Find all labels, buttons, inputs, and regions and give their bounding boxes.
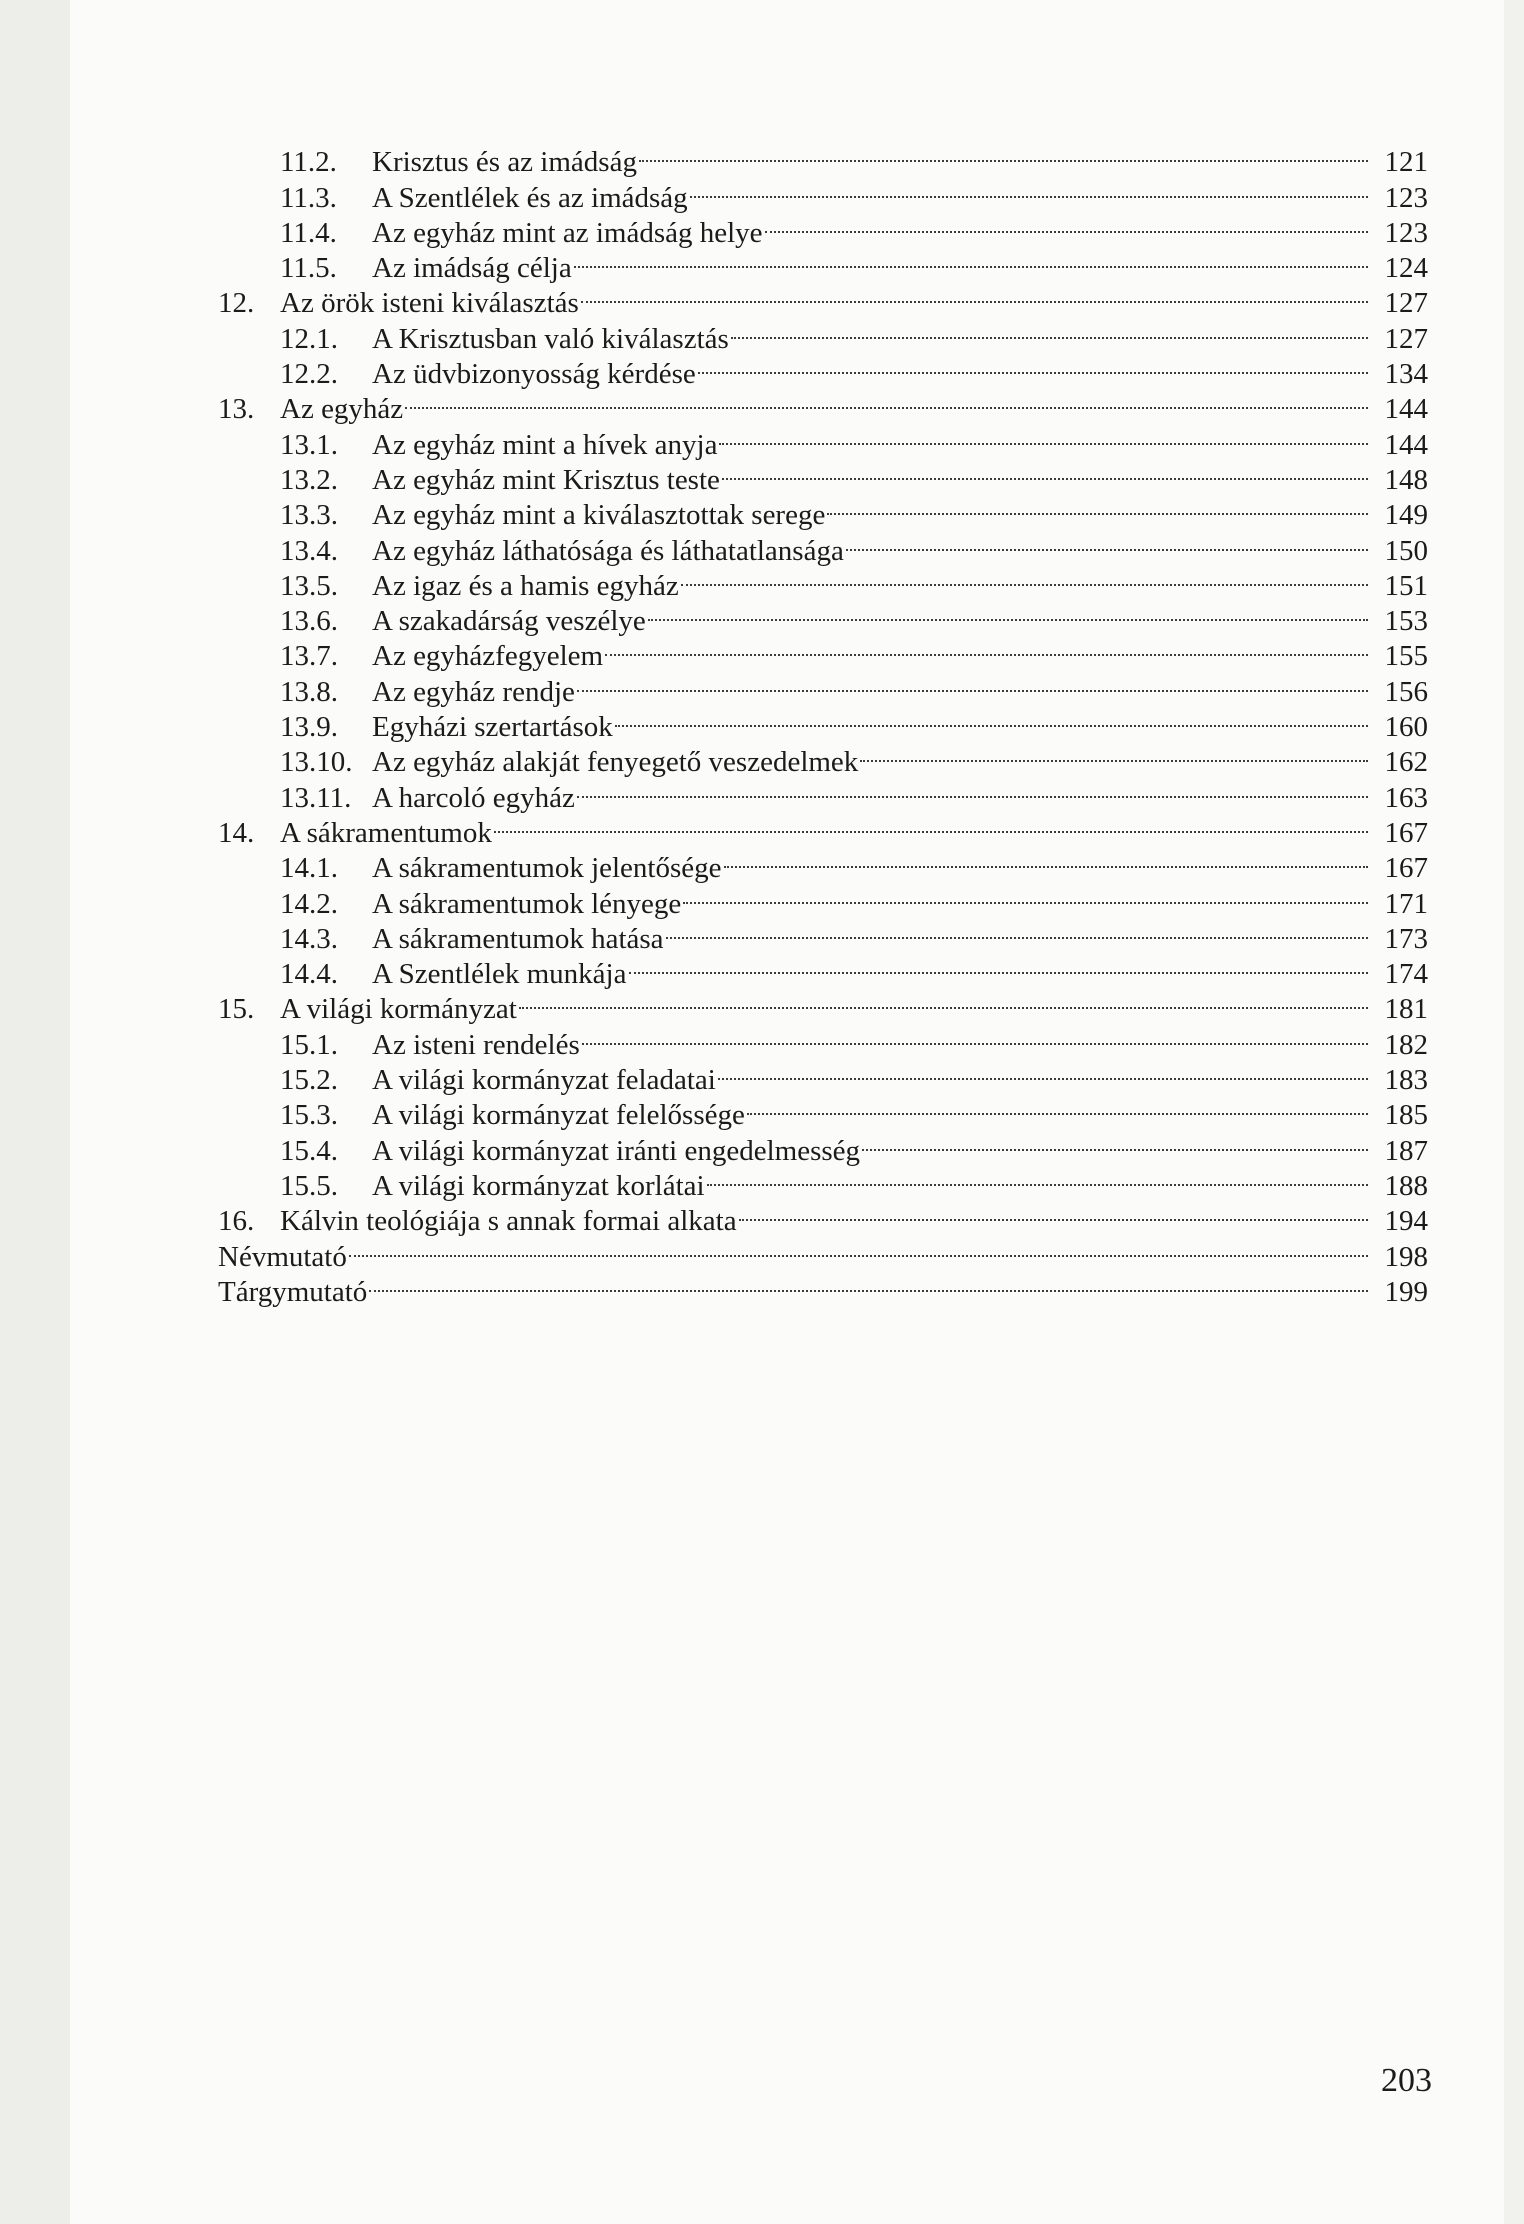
dot-leader: [349, 1230, 1368, 1265]
toc-entry-number: 16.: [218, 1205, 255, 1238]
toc-entry-page: 187: [1384, 1134, 1428, 1167]
toc-entry-title: A sákramentumok hatása: [372, 922, 664, 955]
toc-entry-title: A világi kormányzat korlátai: [372, 1169, 705, 1202]
dot-leader: [862, 1124, 1368, 1159]
toc-entry-title: Az egyház mint az imádság helye: [372, 216, 763, 249]
toc-entry-title: Az isteni rendelés: [372, 1028, 580, 1061]
toc-entry-number: 15.5.: [280, 1169, 338, 1202]
toc-entry-number: 14.1.: [280, 852, 338, 885]
dot-leader: [747, 1089, 1368, 1124]
toc-entry-page: 182: [1384, 1028, 1428, 1061]
toc-entry-title: A sákramentumok lényege: [372, 887, 682, 920]
toc-entry-page: 156: [1384, 675, 1428, 708]
toc-entry-number: 13.10.: [280, 746, 353, 779]
toc-entry-number: 11.3.: [280, 181, 337, 214]
toc-entry-page: 173: [1384, 922, 1428, 955]
toc-entry-number: 13.3.: [280, 499, 338, 532]
toc-entry-number: 11.4.: [280, 216, 337, 249]
toc-entry: [218, 136, 1428, 179]
toc-entry-page: 150: [1384, 534, 1428, 567]
toc-entry-title: Névmutató: [218, 1240, 347, 1273]
toc-entry: [218, 1266, 1428, 1308]
dot-leader: [860, 736, 1368, 771]
toc-entry-page: 174: [1384, 958, 1428, 991]
toc-entry-page: 171: [1384, 887, 1428, 920]
dot-leader: [731, 312, 1368, 347]
toc-entry-number: 13.11.: [280, 781, 352, 814]
toc-entry-title: A sákramentumok: [280, 816, 492, 849]
dot-leader: [615, 701, 1368, 736]
toc-entry-number: 13.4.: [280, 534, 338, 567]
dot-leader: [582, 1018, 1368, 1053]
toc-entry-title: Az egyház mint a hívek anyja: [372, 428, 718, 461]
toc-entry-page: 155: [1384, 640, 1428, 673]
toc-entry-page: 163: [1384, 781, 1428, 814]
dot-leader: [698, 348, 1368, 383]
toc-entry-title: Az örök isteni kiválasztás: [280, 287, 579, 320]
toc-entry-page: 199: [1384, 1275, 1428, 1308]
toc-entry-page: 160: [1384, 711, 1428, 744]
dot-leader: [681, 560, 1368, 595]
toc-entry-number: 13.2.: [280, 463, 338, 496]
toc-entry-number: 13.1.: [280, 428, 338, 461]
toc-entry-title: A szakadárság veszélye: [372, 605, 646, 638]
dot-leader: [666, 913, 1368, 948]
dot-leader: [690, 171, 1368, 206]
toc-entry-number: 13.: [218, 393, 255, 426]
toc-entry-page: 127: [1384, 287, 1428, 320]
toc-entry-title: A Szentlélek és az imádság: [372, 181, 688, 214]
toc-entry-title: Az egyház láthatósága és láthatatlansága: [372, 534, 844, 567]
toc-entry-page: 144: [1384, 393, 1428, 426]
toc-entry-number: 15.: [218, 993, 255, 1026]
toc-entry-number: 14.4.: [280, 958, 338, 991]
toc-entry-title: A világi kormányzat felelőssége: [372, 1099, 745, 1132]
dot-leader: [629, 948, 1369, 983]
toc-entry-number: 12.2.: [280, 358, 338, 391]
dot-leader: [494, 807, 1368, 842]
toc-entry-page: 149: [1384, 499, 1428, 532]
toc-entry-number: 13.5.: [280, 569, 338, 602]
toc-entry-number: 13.8.: [280, 675, 338, 708]
toc-entry-number: 12.: [218, 287, 255, 320]
toc-entry-page: 144: [1384, 428, 1428, 461]
toc-entry-number: 14.: [218, 816, 255, 849]
page-number: 203: [1381, 2062, 1432, 2099]
toc-entry-number: 15.1.: [280, 1028, 338, 1061]
toc-entry-number: 11.2.: [280, 146, 337, 179]
toc-entry-page: 151: [1384, 569, 1428, 602]
toc-entry: [218, 1230, 1428, 1273]
toc-entry-number: 13.6.: [280, 605, 338, 638]
toc-entry-number: 15.2.: [280, 1064, 338, 1097]
toc-entry-page: 167: [1384, 816, 1428, 849]
scan-left-margin: [0, 0, 70, 2224]
toc-entry-page: 188: [1384, 1169, 1428, 1202]
toc-entry-title: Az egyház mint Krisztus teste: [372, 463, 720, 496]
toc-entry-title: Tárgymutató: [218, 1275, 368, 1308]
toc-entry-page: 121: [1384, 146, 1428, 179]
dot-leader: [846, 524, 1368, 559]
toc-entry-number: 15.3.: [280, 1099, 338, 1132]
toc-entry-title: A harcoló egyház: [372, 781, 575, 814]
book-page: [70, 0, 1504, 2224]
dot-leader: [369, 1266, 1368, 1301]
toc-entry-title: Az egyház mint a kiválasztottak serege: [372, 499, 826, 532]
table-of-contents: [218, 136, 1428, 1308]
toc-entry-title: Az imádság célja: [372, 252, 572, 285]
toc-entry-page: 148: [1384, 463, 1428, 496]
toc-entry-title: A Krisztusban való kiválasztás: [372, 322, 729, 355]
toc-entry-number: 14.2.: [280, 887, 338, 920]
toc-entry-page: 124: [1384, 252, 1428, 285]
toc-entry-title: A világi kormányzat: [280, 993, 517, 1026]
toc-entry-title: Az igaz és a hamis egyház: [372, 569, 679, 602]
toc-entry-page: 127: [1384, 322, 1428, 355]
toc-entry-title: Az egyház rendje: [372, 675, 575, 708]
dot-leader: [519, 983, 1368, 1018]
dot-leader: [724, 842, 1368, 877]
toc-entry-page: 181: [1384, 993, 1428, 1026]
toc-entry-number: 11.5.: [280, 252, 337, 285]
toc-entry-page: 162: [1384, 746, 1428, 779]
toc-entry-number: 14.3.: [280, 922, 338, 955]
scan-right-margin: [1504, 0, 1524, 2224]
toc-entry-title: Kálvin teológiája s annak formai alkata: [280, 1205, 737, 1238]
toc-entry-page: 183: [1384, 1064, 1428, 1097]
toc-entry-title: A sákramentumok jelentősége: [372, 852, 722, 885]
dot-leader: [648, 595, 1368, 630]
toc-entry-title: Az egyházfegyelem: [372, 640, 604, 673]
dot-leader: [683, 877, 1368, 912]
dot-leader: [718, 1054, 1368, 1089]
toc-entry-page: 167: [1384, 852, 1428, 885]
dot-leader: [577, 665, 1368, 700]
toc-entry-title: Az egyház alakját fenyegető veszedelmek: [372, 746, 859, 779]
toc-entry-title: A Szentlélek munkája: [372, 958, 627, 991]
dot-leader: [739, 1195, 1368, 1230]
dot-leader: [574, 242, 1368, 277]
toc-entry-number: 12.1.: [280, 322, 338, 355]
toc-entry-title: Egyházi szertartások: [372, 711, 613, 744]
toc-entry-title: Az üdvbizonyosság kérdése: [372, 358, 696, 391]
toc-entry-title: Az egyház: [280, 393, 404, 426]
dot-leader: [827, 489, 1368, 524]
toc-entry-number: 13.7.: [280, 640, 338, 673]
toc-entry-page: 134: [1384, 358, 1428, 391]
dot-leader: [581, 277, 1368, 312]
dot-leader: [605, 630, 1368, 665]
dot-leader: [707, 1160, 1368, 1195]
dot-leader: [639, 136, 1368, 171]
toc-entry-number: 13.9.: [280, 711, 338, 744]
dot-leader: [765, 207, 1368, 242]
toc-entry-page: 153: [1384, 605, 1428, 638]
toc-entry-page: 123: [1384, 181, 1428, 214]
toc-entry-title: A világi kormányzat iránti engedelmesség: [372, 1134, 861, 1167]
dot-leader: [719, 418, 1368, 453]
toc-entry-page: 194: [1384, 1205, 1428, 1238]
toc-entry-page: 198: [1384, 1240, 1428, 1273]
toc-entry-page: 185: [1384, 1099, 1428, 1132]
toc-entry-number: 15.4.: [280, 1134, 338, 1167]
dot-leader: [577, 771, 1368, 806]
dot-leader: [722, 454, 1368, 489]
dot-leader: [405, 383, 1368, 418]
toc-entry-page: 123: [1384, 216, 1428, 249]
toc-entry-title: A világi kormányzat feladatai: [372, 1064, 716, 1097]
toc-entry-title: Krisztus és az imádság: [372, 146, 637, 179]
